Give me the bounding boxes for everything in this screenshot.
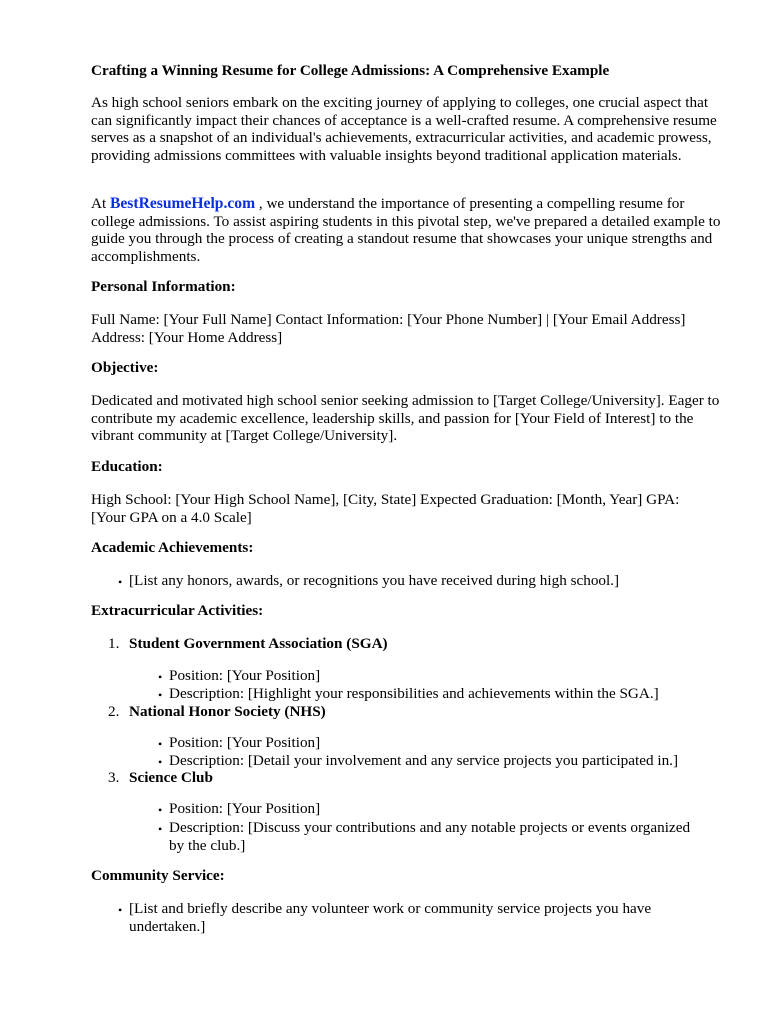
list-number: 2. — [108, 703, 120, 720]
personal-info-heading: Personal Information: — [91, 278, 236, 295]
activity-name: Science Club — [129, 769, 213, 786]
community-heading: Community Service: — [91, 867, 225, 884]
intro-paragraph-2 — [91, 195, 731, 265]
document-title: Crafting a Winning Resume for College Admissions: A Comprehensive Example — [91, 62, 610, 79]
objective-heading: Objective: — [91, 359, 159, 376]
extracurricular-heading: Extracurricular Activities: — [91, 602, 264, 619]
objective-text: Dedicated and motivated high school senior seeking admission to [Target College/University]. Eager to contribute my academic excellence, leadership skills, and passion for [Your Field of Interest] to the vibrant community at [Target College/University]. — [91, 392, 720, 445]
education-heading: Education: — [91, 458, 163, 475]
list-item: [List and briefly describe any volunteer work or community service projects you have undertaken.] — [129, 900, 652, 935]
bullet-icon: • — [158, 822, 163, 836]
activity-position: Position: [Your Position] — [169, 667, 321, 684]
para2-suffix: , we understand the importance of presenting a compelling resume for college admissions. To assist aspiring students in this pivotal step, we've prepared a detailed example to guide you through the process of creating a standout resume that showcases your unique strengths and accomplishments. — [91, 195, 721, 265]
bestresumehelp-link[interactable]: BestResumeHelp.com — [109, 195, 256, 212]
activity-position: Position: [Your Position] — [169, 800, 321, 817]
bullet-icon: • — [158, 803, 163, 817]
bullet-icon: • — [118, 903, 123, 917]
activity-description: Description: [Highlight your responsibilities and achievements within the SGA.] — [169, 685, 659, 702]
activity-position: Position: [Your Position] — [169, 734, 321, 751]
list-item: [List any honors, awards, or recognitions you have received during high school.] — [129, 572, 620, 589]
bullet-icon: • — [158, 688, 163, 702]
bullet-icon: • — [158, 755, 163, 769]
intro-paragraph: As high school seniors embark on the exciting journey of applying to colleges, one crucial aspect that can significantly impact their chances of acceptance is a well-crafted resume. A comprehensive resume serves as a snapshot of an individual's achievements, extracurricular activities, and academic prowess, providing admissions committees with valuable insights beyond traditional application materials. — [91, 94, 717, 164]
bullet-icon: • — [158, 737, 163, 751]
para2-prefix: At — [91, 195, 110, 212]
list-number: 1. — [108, 635, 120, 652]
activity-name: Student Government Association (SGA) — [129, 635, 388, 652]
personal-info-text: Full Name: [Your Full Name] Contact Information: [Your Phone Number] | [Your Email Address] Address: [Your Home Address] — [91, 311, 686, 346]
education-text: High School: [Your High School Name], [City, State] Expected Graduation: [Month, Year] GPA: [Your GPA on a 4.0 Scale] — [91, 491, 680, 526]
activity-description: Description: [Discuss your contributions and any notable projects or events organized by the club.] — [169, 819, 691, 854]
bullet-icon: • — [118, 575, 123, 589]
activity-name: National Honor Society (NHS) — [129, 703, 326, 720]
list-number: 3. — [108, 769, 120, 786]
activity-description: Description: [Detail your involvement and any service projects you participated in.] — [169, 752, 679, 769]
academic-heading: Academic Achievements: — [91, 539, 254, 556]
bullet-icon: • — [158, 670, 163, 684]
